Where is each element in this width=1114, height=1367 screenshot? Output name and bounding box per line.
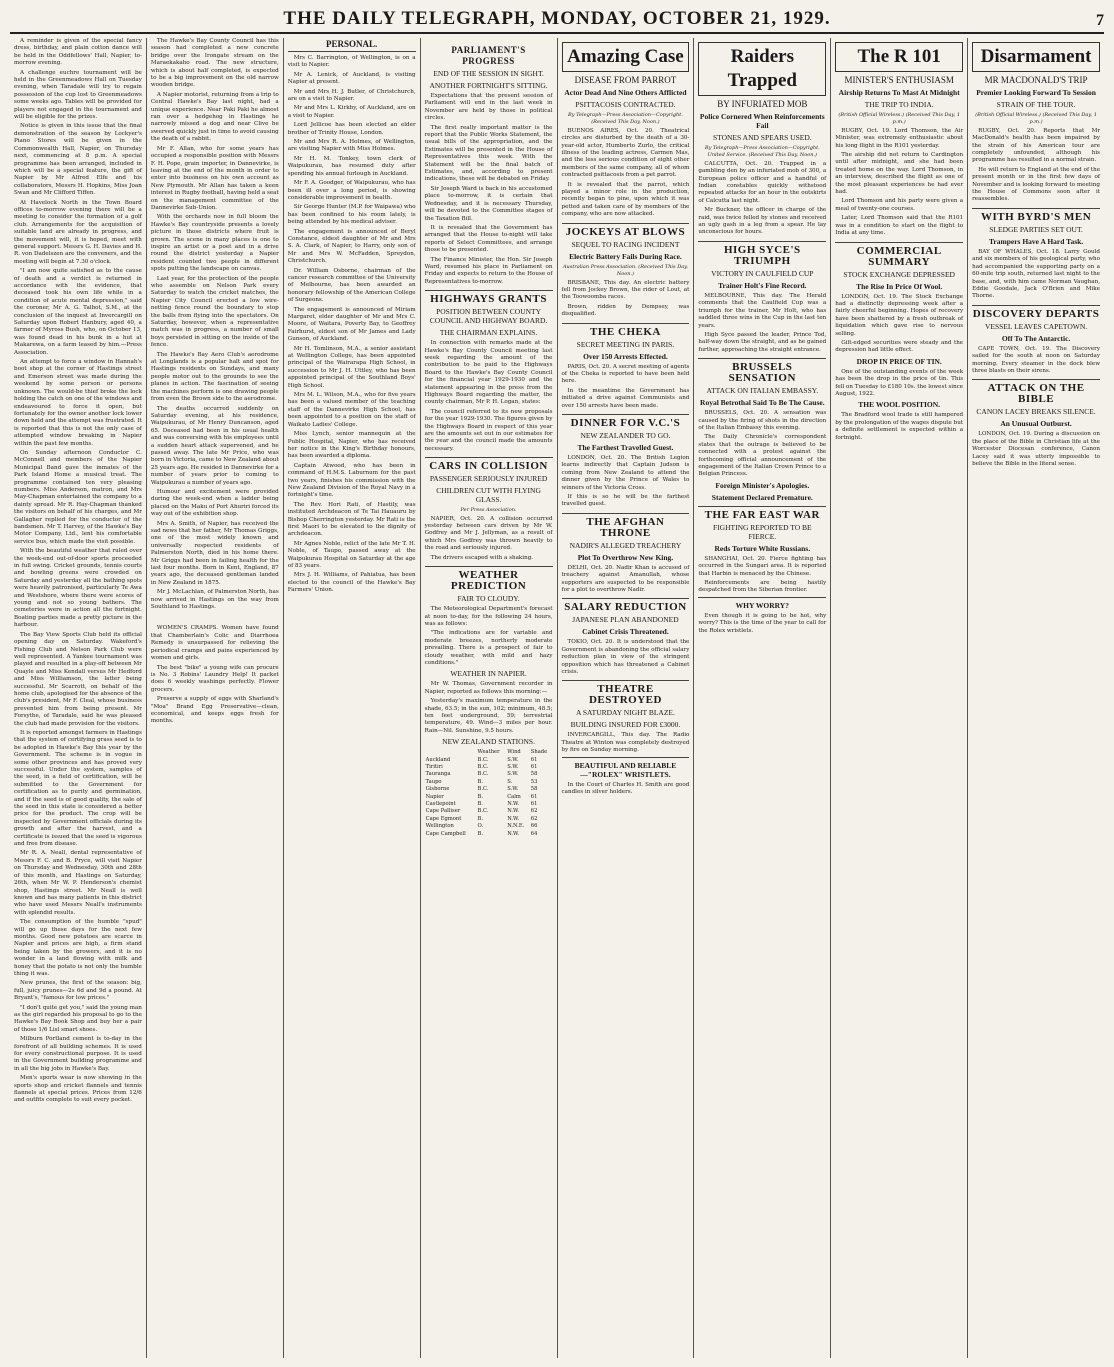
- news-paragraph: Preserve a supply of eggs with Sharland's "Moa" Brand Egg Preservative—clean, economical, and keeps eggs fresh for months.: [150, 696, 279, 725]
- vc-dinner-subheading-2: The Farthest Travelled Guest.: [577, 442, 674, 452]
- station-name: Wellington: [425, 823, 454, 830]
- agency-credit: By Telegraph—Press Association—Copyright. United Service. (Received This Day, Noon.): [704, 145, 820, 159]
- byrd-subheading: SLEDGE PARTIES SET OUT.: [989, 224, 1083, 234]
- station-weather: B.: [477, 830, 484, 837]
- news-paragraph: A reminder is given of the special fancy dress, birthday, and plain cotton dance will be held in the Oddfellows' Hall, Napier, to-morrow evening.: [14, 38, 142, 67]
- personal-item: Mr Agnes Noble, relict of the late Mr T. H. Noble, of Taupo, passed away at the Waipukurau Hospital on Saturday at the age of 83 years.: [287, 540, 416, 569]
- news-paragraph: LONDON, Oct. 19. During a discussion on the place of the Bible in Christian life at the Worcester Diocesan conference, Canon Lacey said it was utterly impossible to believe the Bible in the literal sense.: [972, 431, 1100, 467]
- masthead: [10, 6, 1104, 34]
- station-weather: O.: [477, 823, 484, 830]
- station-weather: B.C.: [477, 808, 489, 815]
- news-paragraph: An attempt to force a window in Hannah's boot shop at the corner of Hastings street and Emerson street was made during the weekend by some person or persons unknown. The would-be thief broke the lock holding the catch on one of the windows and endeavoured to force it open, but fortunately for the owner another lock lower down held and the attempt was frustrated. It is reported that this is not the only case of attempted window breaking in Napier within the past few months.: [14, 359, 142, 447]
- collision-heading: CARS IN COLLISION: [425, 457, 553, 472]
- news-paragraph: RUGBY, Oct. 20. Reports that Mr MacDonald's health has been impaired by the strain of his American tour are completely unfounded, although his programme has resulted in a normal strain.: [972, 127, 1100, 164]
- news-paragraph: "I am now quite satisfied as to the cause of death and a verdict is returned in accordance with the evidence, that deceased took his own life while in a condition of acute mental depression," said the coroner, Mr A. G. Talbot, S.M., at the conclusion of the inquest at Invercargill on Saturday upon Robert Hanbury, aged 40, a farmer of Myross Bush, who, on October 13, was found dead in his bunk in a hut at Makarewa, on a farm leased by him.—Press Association.: [14, 268, 142, 356]
- station-wind: N.W.: [507, 815, 520, 822]
- news-paragraph: INVERCARGILL, This day. The Radio Theatre at Winton was completely destroyed by fire on Sunday morning.: [561, 732, 690, 754]
- table-row: [425, 779, 553, 786]
- station-wind: S.W.: [507, 764, 519, 770]
- stations-header-cell: Shade: [530, 749, 548, 756]
- news-paragraph: High Syce passed the leader, Prince Tod, half-way down the straight, and as he gained further, approaching the straight entrance.: [698, 331, 827, 353]
- station-name: Tauranga: [425, 771, 451, 778]
- news-paragraph: The deaths occurred suddenly on Saturday evening, at his residence, Waipukurau, of Mr Henry Duncanson, aged 65. Deceased had been in his usual health and was conversing with his employees until a sudden heart attack supervened, and he passed away. The late Mr Price, who was born in Victoria, came to New Zealand about 25 years ago. He resided in Dannevirke for a number of years prior to coming to Waipukurau a number of years ago.: [150, 405, 279, 486]
- news-paragraph: Mr W. Thomas, Government recorder in Napier, reported as follows this morning:—: [424, 681, 553, 695]
- station-name: Castlepoint: [425, 801, 456, 808]
- high-syce-subheading-2: Trainer Holt's Fine Record.: [718, 280, 807, 290]
- byrd-heading: WITH BYRD'S MEN: [972, 208, 1100, 223]
- station-weather: B.C.: [477, 771, 489, 778]
- commercial-subheading: STOCK EXCHANGE DEPRESSED: [843, 269, 955, 279]
- station-name: Auckland: [425, 756, 451, 763]
- bible-subheading: CANON LACEY BREAKS SILENCE.: [976, 407, 1096, 417]
- highways-subheading: POSITION BETWEEN COUNTY COUNCIL AND HIGHWAY BOARD.: [429, 307, 548, 326]
- news-paragraph: The Meteorological Department's forecast at noon to-day, for the following 24 hours, was as follows:: [424, 606, 553, 627]
- news-paragraph: Men's sports wear is now showing in the sports shop and cricket flannels and tennis flannels at special prices. Prices from 12/6 and outfits complete to suit every pocket.: [14, 1075, 142, 1104]
- news-paragraph: The drivers escaped with a shaking.: [430, 554, 534, 561]
- raiders-headline: Raiders Trapped: [698, 42, 826, 96]
- news-paragraph: It is reported amongst farmers in Hastings that the system of certifying grass seed is to be adopted in Hawke's Bay this year by the Government. The scheme is in vogue in some other provinces and has proved very successful. Under the system, samples of the seed, in a field of certification, will be submitted to the Government for certification as to purity and germination, and if the seed is of good quality, the sale of the seed in this state is considered a better price for the product. The crop will be inspected by Government officials during its growth and after the harvest, and a certificate is issued that the seed is vigorous and free from disease.: [14, 729, 142, 848]
- column-2: [147, 38, 284, 1358]
- news-paragraph: Gilt-edged securities were steady and the depression had little effect.: [835, 339, 964, 354]
- agency-credit: Per Press Association.: [460, 507, 517, 514]
- wool-heading: THE WOOL POSITION.: [858, 400, 941, 410]
- news-paragraph: In the Court of Charles H. Smith are good candles in silver holders.: [561, 781, 690, 796]
- table-row: [425, 771, 553, 778]
- far-east-heading: THE FAR EAST WAR: [698, 506, 826, 521]
- table-row: [425, 764, 553, 771]
- station-wind: N.N.E.: [507, 823, 525, 830]
- news-paragraph: The Daily Chronicle's correspondent states that the outrage is believed to be connected with a protest against the forthcoming official announcement of the engagement of the Italian Crown Prince to a Belgian Princess.: [698, 434, 827, 478]
- news-paragraph: The Bay View Sports Club held its official opening day on Saturday. Wakeford's Fishing Club and Nelson Park Club were well represented. A Yankee tournament was played and resulted in a play-off between Mr Quayle and Miss Kendall versus Mr Hedford and Miss Williamson, the latter being successful. Mr Scarrott, on behalf of the home club, apologised for the absence of the club's president, Mr F. Cleal, whose business prevented him from being present. Mr Forsythe, of Taradale, said he was pleased the club had made provision for the visitors.: [14, 631, 142, 727]
- station-wind: N.W.: [507, 801, 520, 808]
- news-paragraph: Brown, ridden by Dempsey, was disqualified.: [561, 303, 690, 318]
- agency-credit: By Telegraph—Press Association—Copyright. (Received This Day, Noon.): [568, 112, 683, 126]
- bible-heading: ATTACK ON THE BIBLE: [972, 379, 1100, 405]
- women-cramps-heading: [151, 613, 279, 622]
- news-paragraph: PARIS, Oct. 20. A secret meeting of agents of the Cheka is reported to have been held here.: [561, 363, 690, 385]
- news-paragraph: Later, Lord Thomson said that the R101 was in a condition to start on the flight to India at any time.: [835, 215, 964, 237]
- stations-header-cell: Weather: [477, 749, 500, 756]
- news-paragraph: BAY OF WHALES, Oct. 18. Larry Gould and six members of his geological party, who had accompanied the supporting party on a 60-mile trip south, returned last night to the base, and, with him came Norman Vaughan, Eddie Goodale, Jack O'Brien and Mike Thorne.: [972, 248, 1100, 300]
- station-wind: Calm: [507, 793, 521, 800]
- station-wind: S.: [507, 778, 513, 785]
- column-8: [968, 38, 1104, 1358]
- news-paragraph: The Bradford wool trade is still hampered by the prolongation of the wages dispute but a definite settlement is expected within a fortnight.: [835, 412, 964, 441]
- station-shade: 61: [530, 793, 538, 800]
- news-paragraph: With the beautiful weather that ruled over the week-end out-of-door sports proceeded in full swing. Cricket grounds, tennis courts and bowling greens were crowded on Saturday and yesterday all the bathing spots were heavily patronised, particularly Te Awa and Westshore, where there were scores of young and not so young bathers. The cemeteries were in action all the fortnight. Boating parties made a pretty picture in the harbour.: [14, 548, 142, 629]
- collision-subheading: PASSENGER SERIOUSLY INJURED: [429, 474, 548, 484]
- personal-heading: PERSONAL.: [288, 40, 416, 52]
- high-syce-heading: HIGH SYCE'S TRIUMPH: [698, 241, 826, 267]
- stations-table: [425, 749, 553, 838]
- station-name: Tiritiri: [425, 764, 443, 770]
- news-paragraph: RUGBY, Oct. 19. Lord Thomson, the Air Minister, was extremely enthusiastic about his long flight in the R101 yesterday.: [835, 127, 964, 149]
- station-wind: S.W.: [507, 756, 519, 763]
- news-paragraph: It is revealed that the Government has arranged that the House to-night will take reports of Select Committees, and arrange those to be presented.: [424, 224, 553, 254]
- station-shade: 61: [530, 801, 538, 808]
- news-paragraph: BUENOS AIRES, Oct. 20. Theatrical circles are disturbed by the death of a 30-year-old actor, Humberto Zurlo, the critical illness of the leading actress, Carmen Mas, and the less serious condition of eight other members of the same company, all of whom contracted psittacosis from a pet parrot.: [561, 127, 690, 179]
- news-paragraph: Mrs A. Smith, of Napier, has received the sad news that her father, Mr Thomas Griggs, one of the most widely known and universally respected residents of Palmerston North, died in his home there. Mr Griggs had been in failing health for the last four months. Born in Kent, England, 87 years ago, the deceased gentleman landed in New Zealand in 1875.: [150, 520, 279, 586]
- stations-header-row: [425, 749, 553, 756]
- personal-item: Mrs C. Barrington, of Wellington, is on a visit to Napier.: [287, 55, 416, 69]
- news-paragraph: The first really important matter is the report that the Public Works Statement, the usual bills of the appropriation, and the Estimates will be presented in the House of Representatives this week. With the Statement will be the final batch of Estimates, and, according to present indications, these will be debated on Friday.: [424, 124, 553, 183]
- afghan-subheading-2: Plot To Overthrow New King.: [577, 552, 674, 562]
- agency-credit: (British Official Wireless.) (Received This Day, 1 p.m.): [838, 112, 961, 126]
- commercial-subheading-2: The Rise In Price Of Wool.: [856, 281, 943, 291]
- tin-heading: DROP IN PRICE OF TIN.: [856, 356, 942, 366]
- stations-header-cell: [425, 749, 477, 756]
- news-paragraph: Mr R. A. Neall, dental representative of Messrs F. C. and B. Pryce, will visit Napier on Thursday and Wednesday, 30th and 28th of this month, and Hastings on Saturday, 26th, when Mr W. P. Henderson's chemist shop, Hastings street. Mr Neall is well known and has many patients in this district who have used Messrs Neall's instruments with splendid results.: [14, 850, 142, 916]
- jockeys-subheading: SEQUEL TO RACING INCIDENT: [571, 239, 680, 249]
- cheka-subheading: SECRET MEETING IN PARIS.: [576, 339, 675, 349]
- station-weather: B.C.: [477, 764, 489, 770]
- news-paragraph: Milburn Portland cement is to-day in the forefront of all building schemes. It is used for every constructional purpose. It is used in the Government building programme and in all the big jobs in Hawke's Bay.: [14, 1036, 142, 1072]
- news-paragraph: LONDON, Oct. 19. The Stock Exchange had a distinctly depressing week after a fairly cheerful beginning. Hopes of recovery have been shattered by a fresh outbreak of liquidation which gave rise to nervous selling.: [835, 293, 964, 337]
- news-paragraph: He will return to England at the end of the present month or in the first few days of November and is looking forward to meeting the House of Commons soon after it reassembles.: [972, 166, 1100, 203]
- news-paragraph: On Sunday afternoon Conductor C. McConnell and members of the Napier Municipal Band gave the inmates of the Park Island Home a musical treat. The programme contained ten very pleasing numbers. Miss Anderson, matron, and Mrs May-Chapman entertained the company to a dainty spread. Mr R. Hay-Chapman thanked the visitors on behalf of his charges, and Mr Gallagher replied for the conductor of the bandsmen. Mr T. Harvey, of the Hawke's Bay Motor Company, Ltd., lent his comfortable service bus, which made the visit possible.: [14, 449, 142, 545]
- raiders-subheading-2: Police Cornered When Reinforcements Fail: [699, 112, 825, 130]
- personal-item: Mr H. Tomlinson, M.A., a senior assistant at Wellington College, has been appointed principal of the Wairarapa High School, in succession to Mr J. H. Uttley, who has been appointed principal of the Southland Boys' High School.: [287, 345, 416, 389]
- personal-item: Miss Lynch, senior mannequin at the Public Hospital, Napier, who has received her notice in the King's Birthday honours, has been awarded a diploma.: [287, 431, 416, 460]
- station-shade: 53: [530, 778, 538, 785]
- news-paragraph: BRUSSELS, Oct. 20. A sensation was caused by the firing of shots in the direction of the Italian Embassy this evening.: [698, 410, 827, 431]
- station-weather: B.: [477, 815, 484, 822]
- raiders-subheading-3: STONES AND SPEARS USED.: [712, 133, 812, 142]
- disarmament-subheading-2: Premier Looking Forward To Session: [976, 88, 1096, 97]
- station-wind: S.W.: [507, 771, 519, 778]
- station-weather: B.: [477, 801, 484, 808]
- disarmament-subheading-3: STRAIN OF THE TOUR.: [996, 100, 1076, 109]
- news-paragraph: DELHI, Oct. 20. Nadir Khan is accused of treachery against Amanullah, whose supporters are suspected to be responsible for a plot to overthrow Nadir.: [561, 564, 690, 594]
- r101-headline: The R 101: [835, 42, 963, 72]
- news-paragraph: TOKIO, Oct. 20. It is understood that the Government is abandoning the official salary reduction plan in view of the stringent opposition which has threatened a Cabinet crisis.: [561, 639, 690, 676]
- table-row: [425, 801, 553, 808]
- page-number: 7: [1096, 12, 1104, 29]
- news-paragraph: CALCUTTA, Oct. 20. Trapped in a gambling den by an infuriated mob of 300, a European police officer and a handful of Indian constables quickly withstood repeated attacks for an hour in the outskirts of Calcutta last night.: [698, 160, 827, 204]
- personal-item: Sir George Hunter (M.P. for Waipawa) who has been confined to his room lately, is being attended by his medical adviser.: [287, 204, 416, 226]
- personal-item: Lord Jellicoe has been elected an elder brother of Trinity House, London.: [287, 122, 416, 136]
- news-paragraph: "The indications are for variable and moderate breezes, northerly moderate prevailing. There is a prospect of fair to cloudy weather, with mild and hazy conditions.": [424, 630, 553, 666]
- station-wind: N.W.: [507, 808, 520, 815]
- station-name: Taupo: [425, 778, 442, 785]
- station-shade: 66: [530, 823, 538, 830]
- personal-item: Mrs J. H. Williams, of Pahiatua, has been elected to the council of the Hawke's Bay Farmers' Union.: [287, 572, 416, 594]
- theatre-heading: THEATRE DESTROYED: [562, 680, 690, 706]
- disarmament-headline: Disarmament: [972, 42, 1100, 72]
- collision-subheading-2: CHILDREN CUT WITH FLYING GLASS.: [436, 486, 541, 505]
- personal-item: Mr and Mrs R. A. Holmes, of Wellington, are visiting Napier with Miss Holmes.: [287, 139, 416, 153]
- table-row: [425, 816, 553, 823]
- station-name: Cape Egmont: [425, 815, 462, 822]
- personal-item: The engagement is announced of Miriam Margaret, elder daughter of Mr and Mrs C. Moore, of Waitara, Poverty Bay, to Geoffrey Fairhurst, eldest son of Mr James and Lady Gunson, of Auckland.: [287, 306, 416, 343]
- table-row: [425, 808, 553, 815]
- column-4: [421, 38, 558, 1358]
- station-weather: B.C.: [477, 786, 489, 793]
- afghan-subheading: NADIR'S ALLEGED TREACHERY: [569, 540, 682, 550]
- news-paragraph: MELBOURNE, This day. The Herald comments that the Caulfield Cup was a triumph for the trainer, Mr Holt, who has saddled three wins in the Cup in the last ten years.: [698, 292, 827, 329]
- brussels-heading: BRUSSELS SENSATION: [698, 358, 826, 384]
- rolex-heading: BEAUTIFUL AND RELIABLE—"ROLEX" WRISTLETS.: [562, 757, 690, 779]
- station-shade: 62: [530, 808, 538, 815]
- personal-item: Mr and Mrs H. J. Butler, of Christchurch, are on a visit to Napier.: [287, 88, 416, 103]
- discovery-heading: DISCOVERY DEPARTS: [972, 305, 1100, 320]
- station-name: Cape Campbell: [425, 830, 466, 837]
- salary-heading: SALARY REDUCTION: [562, 598, 690, 613]
- jockeys-heading: JOCKEYS AT BLOWS: [562, 223, 690, 238]
- parliament-heading: PARLIAMENT'S PROGRESS: [451, 45, 526, 66]
- news-paragraph: Lord Thomson and his party were given a meal of twenty-one courses.: [835, 198, 964, 212]
- parliament-subheading-2: ANOTHER FORTNIGHT'S SITTING.: [429, 81, 548, 90]
- newspaper-title: THE DAILY TELEGRAPH, MONDAY, OCTOBER 21, 1929.: [283, 8, 831, 29]
- highways-subheading-2: THE CHAIRMAN EXPLAINS.: [439, 328, 538, 338]
- r101-subheading-2: Airship Returns To Mast At Midnight: [838, 88, 960, 97]
- news-paragraph: Humour and excitement were provided during the week-end when a ladder being placed on the Maku of Port Ahuriri forced its way out of the exhibition shop.: [150, 488, 279, 518]
- news-paragraph: It is revealed that the parrot, which played a minor role in the production, recently began to pine, upon which it was petted and taken care of by members of the company, who are now attacked.: [561, 181, 690, 218]
- personal-item: The engagement is announced of Beryl Constance, eldest daughter of Mr and Mrs S. A. Clark, of Napier, to Harry, only son of Mr and Mrs W. McFadden, Spreydon, Christchurch.: [287, 228, 416, 265]
- news-paragraph: Mr Buckner, the officer in charge of the raid, was twice felled by stones and received an ugly gash in a leg from a spear. He lay unconscious for hours.: [698, 207, 827, 236]
- news-paragraph: A challenge euchre tournament will be held in the Greenmeadows Hall on Tuesday evening, when Taradale will try to regain possession of the cup lost to Greenmeadows some weeks ago. Tables will be provided for players not engaged in the tournament and will be eligible for the prizes.: [14, 69, 142, 121]
- discovery-subheading-2: Off To The Antarctic.: [1001, 333, 1071, 343]
- brussels-subheading-2: Royal Betrothal Said To Be The Cause.: [700, 398, 825, 408]
- highways-heading: HIGHWAYS GRANTS: [425, 290, 553, 305]
- r101-subheading-3: THE TRIP TO INDIA.: [864, 100, 934, 109]
- news-paragraph: One of the outstanding events of the week has been the drop in the price of tin. This fell on Tuesday to £180 10s. the lowest since August, 1922.: [835, 368, 964, 397]
- news-paragraph: WOMEN'S CRAMPS. Women have found that Chamberlain's Colic and Diarrhoea Remedy is unsurpassed for relieving the periodical cramps and pains experienced by women and girls.: [150, 625, 279, 662]
- personal-item: Mrs M. L. Wilson, M.A., who for five years has been a valued member of the teaching staff of the Dannevirke High School, has been appointed to a position on the staff of Waikato Ladies' College.: [287, 392, 416, 428]
- station-weather: B.: [477, 778, 484, 785]
- stations-heading: NEW ZEALAND STATIONS.: [442, 737, 535, 747]
- personal-item: Captain Atwood, who has been in command of H.M.S. Laburnum for the past two years, finishes his commission with the New Zealand Division of the Royal Navy in a fortnight's time.: [287, 462, 416, 499]
- news-paragraph: Sir Joseph Ward is back in his accustomed place to-morrow, it is certain that Wednesday, and it is necessary Thursday, will be devoted to the Committee stages of the Taxation Bill.: [424, 185, 553, 222]
- commercial-heading: COMMERCIAL SUMMARY: [835, 242, 963, 268]
- news-paragraph: At Havelock North in the Town Board offices to-morrow evening there will be a meeting to consider the formation of a golf club. Arrangements for the acquisition of suitable land are already in progress, and the movement will, it is hoped, meet with general support. Messrs G. H. Davies and H. R. von Dadelszen are the conveners, and the meeting will begin at 7.30 o'clock.: [14, 199, 142, 265]
- weather-napier-heading: WEATHER IN NAPIER.: [450, 669, 527, 679]
- personal-item: Dr. William Osborne, chairman of the cancer research committee of the University of Melbourne, has been awarded an honorary fellowship of the American College of Surgeons.: [287, 267, 416, 304]
- discovery-subheading: VESSEL LEAVES CAPETOWN.: [984, 321, 1088, 331]
- bible-subheading-2: An Unusual Outburst.: [1000, 419, 1072, 429]
- jockeys-subheading-2: Electric Battery Fails During Race.: [569, 251, 682, 261]
- news-paragraph: The Finance Minister, the Hon. Sir Joseph Ward, resumed his place in Parliament on Friday and expects to return to the House of Representatives to-morrow.: [424, 256, 553, 285]
- cheka-heading: THE CHEKA: [562, 323, 690, 338]
- station-wind: N.W.: [507, 830, 520, 837]
- personal-item: Mr and Mrs L. Kirkby, of Auckland, are on a visit to Napier.: [287, 105, 416, 119]
- cheka-subheading-2: Over 150 Arrests Effected.: [583, 351, 668, 361]
- table-row: [425, 831, 553, 838]
- news-paragraph: The Hawke's Bay Aero Club's aerodrome at Longlands is a popular halt and spot for Hastings residents on Sundays, and many people motor out to the grounds to see the planes in action. The fascination of seeing the machines perform is one drawing people from even the Brown side to the aerodrome.: [150, 351, 279, 403]
- news-paragraph: Mr J. McLachlan, of Palmerston North, has now arrived in Hastings on the way from Southland to Hastings.: [150, 589, 279, 611]
- news-paragraph: Expectations that the present session of Parliament will end in the last week in November are held by those in political circles.: [424, 93, 553, 122]
- news-paragraph: A Napier motorist, returning from a trip to Central Hawke's Bay last night, had a unique experience. Near Paki Paki he almost ran over a hedgehog in Hastings he narrowly missed a dog and near Clive he swerved quickly just in time to avoid causing the death of a rabbit.: [150, 91, 279, 143]
- news-paragraph: Mr F. Allan, who for some years has occupied a responsible position with Messrs F. H. Pope, grain importer, in Dannevirke, is leaving at the end of the month in order to enter into business on his own account as New Plymouth. Mr Allan has taken a keen interest in Rugby football, having held a seat on the management committee of the Dannevirke Sub-Union.: [150, 145, 279, 211]
- amazing-case-headline: Amazing Case: [562, 42, 690, 72]
- column-6: [694, 38, 831, 1358]
- news-paragraph: New prunes, the first of the season: big, full, juicy prunes—2s 6d and 9d a pound. At Bryant's, "famous for low prices.": [14, 980, 142, 1002]
- news-paragraph: The airship did not return to Cardington until after midnight, and she had been treated home on the way. Lord Thomson, in an interview, described the flight as one of the most pleasant experiences he had ever had.: [835, 152, 964, 196]
- agency-credit: Australian Press Association. (Received This Day, Noon.): [562, 263, 688, 278]
- station-shade: 61: [530, 756, 538, 763]
- station-shade: 58: [530, 786, 538, 793]
- station-name: Napier: [425, 793, 444, 800]
- column-7: [831, 38, 968, 1358]
- amazing-case-subheading-2: Actor Dead And Nine Others Afflicted: [564, 88, 687, 97]
- premature-heading: Statement Declared Premature.: [711, 492, 813, 502]
- personal-item: The Rev. Hori Rati, of Hastily, was instituted Archdeacon of Te Tai Hauauru by Bishop Cherrington yesterday. Mr Rati is the first Maori to be elevated to the dignity of archdeacon.: [287, 501, 416, 538]
- news-paragraph: Notice is given in this issue that the final demonstration of the season by Lockyer's Piano Stores will be given in the Commonwealth Hall, Napier, on Thursday next, commencing at 8 p.m. A special programme has been arranged, included in which will be a special feature, the gift of Napier by Mr Alfred Elfe and his collaborators, Messrs H. Hopkins, Miss Joan Swan and Mr Clifford Tiffen.: [14, 123, 142, 197]
- column-1: [10, 38, 147, 1358]
- news-paragraph: With the orchards now in full bloom the Hawke's Bay countryside presents a lovely picture in those districts where fruit is grown. The scene in many places is one to inspire an artist or a poet and in a drive round the district yesterday a Napier resident counted two people in different spots putting the landscape on canvas.: [150, 214, 279, 273]
- weather-heading: WEATHER PREDICTION: [425, 566, 553, 592]
- news-paragraph: SHANGHAI, Oct. 20. Fierce fighting has occurred in the Sungari area. It is reported that Harbin is menaced by the Chinese.: [698, 555, 827, 577]
- brussels-subheading: ATTACK ON ITALIAN EMBASSY.: [706, 386, 819, 396]
- station-weather: B.C.: [477, 756, 489, 763]
- vc-dinner-heading: DINNER FOR V.C.'S: [562, 414, 690, 429]
- news-paragraph: In connection with remarks made at the Hawke's Bay County Council meeting last week regarding the amount of the contribution to be paid to the Highways Board to the Hawke's Bay County Council for the financial year 1929-1930 and the statement appearing in the press from the Highways Board regarding the matter, the county chairman, Mr P. H. Logan, states:: [424, 340, 553, 406]
- station-shade: 58: [530, 771, 538, 778]
- personal-item: Mr H. M. Tonkey, town clerk of Waipukurau, has resumed duty after spending his annual furlough in Auckland.: [287, 155, 416, 177]
- salary-subheading-2: Cabinet Crisis Threatened.: [582, 627, 669, 637]
- high-syce-subheading: VICTORY IN CAULFIELD CUP: [711, 268, 814, 278]
- news-paragraph: The consumption of the humble "spud" will go up these days for the next few months. Good new potatoes are scarce in Napier and prices are high, a firm stand being taken by the growers, and it is no wonder in a land flowing with milk and honey that the potato is not only the humble thing it was.: [14, 919, 142, 977]
- disarmament-subheading: MR MACDONALD'S TRIP: [984, 75, 1088, 85]
- station-name: Gisborne: [425, 786, 450, 793]
- table-row: [425, 823, 553, 830]
- agency-credit: (British Official Wireless.) (Received This Day, 1 p.m.): [975, 112, 1097, 126]
- vc-dinner-subheading: NEW ZEALANDER TO GO.: [580, 430, 671, 440]
- weather-subheading: FAIR TO CLOUDY.: [457, 594, 520, 604]
- news-paragraph: CAPE TOWN, Oct. 19. The Discovery sailed for the south at noon on Saturday morning. Every steamer in the dock blew three blasts on their sirens.: [972, 345, 1100, 374]
- station-wind: S.W.: [507, 786, 519, 793]
- amazing-case-subheading: DISEASE FROM PARROT: [574, 75, 677, 85]
- news-paragraph: Even though it is going to be hot, why worry? This is the time of the year to call for the Rolex wristlets.: [698, 612, 827, 634]
- raiders-subheading: BY INFURIATED MOB: [717, 99, 808, 109]
- far-east-subheading-2: Reds Torture White Russians.: [714, 543, 811, 553]
- news-paragraph: In the meantime the Government has initiated a drive against Communists and over 150 arrests have been made.: [561, 387, 690, 409]
- personal-item: Mr A. Lenick, of Auckland, is visiting Napier at present.: [287, 71, 416, 86]
- station-weather: B.: [477, 793, 484, 800]
- news-paragraph: If this is so he will be the farthest travelled guest.: [561, 494, 690, 508]
- station-shade: 62: [530, 815, 538, 822]
- news-paragraph: The Hawke's Bay County Council has this season had completed a new concrete bridge over the Irongate stream on the Maraekakaho road. The new structure, which is about half completed, is expected to be a big improvement on the old narrow wooden bridge.: [150, 38, 279, 89]
- amazing-case-subheading-3: PSITTACOSIS CONTRACTED.: [575, 100, 676, 109]
- byrd-subheading-2: Trampers Have A Hard Task.: [988, 236, 1084, 246]
- parliament-subheading: END OF THE SESSION IN SIGHT.: [433, 69, 544, 78]
- news-paragraph: Reinforcements are being hastily despatched from the Siberian frontier.: [698, 580, 827, 594]
- table-row: [425, 786, 553, 793]
- news-paragraph: BRISBANE, This day. An electric battery fell from Jockey Brown, the rider of Lout, at the Toowoomba races.: [561, 279, 690, 301]
- news-paragraph: The council referred to its new proposals for the year 1929-1930. The figures given by the Highways Board in respect of this year are the amounts set out in our estimates for the year and the council made the amounts necessary.: [424, 408, 553, 452]
- theatre-subheading: A SATURDAY NIGHT BLAZE.: [575, 708, 675, 718]
- columns: [10, 38, 1104, 1358]
- station-shade: 64: [530, 830, 538, 837]
- news-paragraph: The best "bike" a young wife can procure is No. 3 Robins' Laundry Help! It packet does 6 weekly washings perfectly. Flower grocers.: [150, 664, 279, 693]
- news-paragraph: Yesterday's maximum temperature in the shade, 63.5; in the sun, 102; minimum, 48.5; ten feet underground, 59; terrestrial temperature, 49. Wind—3 miles per hour. Rain—Nil. Sunshine, 9.5 hours.: [424, 698, 553, 734]
- apologies-heading: Foreign Minister's Apologies.: [715, 480, 810, 490]
- news-paragraph: Last year, for the protection of the people who assemble on Nelson Park every Saturday to watch the cricket matches, the Napier City Council erected a low wire-netting fence round the boundary to stop the balls from flying into the spectators. On Saturday, however, when a representative match was in progress, a number of small boys persisted in sitting on the inside of the fence.: [150, 275, 279, 349]
- column-3: [284, 38, 421, 1358]
- afghan-heading: THE AFGHAN THRONE: [562, 513, 690, 539]
- stations-header-cell: Wind: [507, 749, 521, 756]
- salary-subheading: JAPANESE PLAN ABANDONED: [572, 615, 679, 625]
- r101-subheading: MINISTER'S ENTHUSIASM: [844, 75, 954, 85]
- theatre-subheading-2: BUILDING INSURED FOR £3000.: [570, 720, 681, 730]
- personal-item: Mr F. A. Goodger, of Waipukurau, who has been ill over a long period, is showing considerable improvement in health.: [287, 180, 416, 201]
- station-shade: 61: [530, 764, 538, 770]
- table-row: [425, 757, 553, 764]
- station-name: Cape Palliser: [425, 808, 461, 815]
- news-paragraph: NAPIER, Oct. 20. A collision occurred yesterday between cars driven by Mr W. Godfrey and Mr J. Jellyman, as a result of which Mrs Godfrey was thrown heavily to the road and seriously injured.: [424, 515, 553, 552]
- column-5: [558, 38, 695, 1358]
- news-paragraph: LONDON, Oct. 20. The British Legion learns indirectly that Captain Judson is coming from New Zealand to attend the dinner given by the Prince of Wales to winners of the Victoria Cross.: [561, 454, 690, 491]
- table-row: [425, 794, 553, 801]
- why-worry-heading: WHY WORRY?: [698, 597, 826, 610]
- far-east-subheading: FIGHTING REPORTED TO BE FIERCE.: [712, 522, 812, 541]
- news-paragraph: "I don't quite get you," said the young man as the girl regarded his proposal to go to the Hawke's Bay Book Shop and buy her a pair of those 1/6 Lisl smart shoes.: [14, 1004, 142, 1033]
